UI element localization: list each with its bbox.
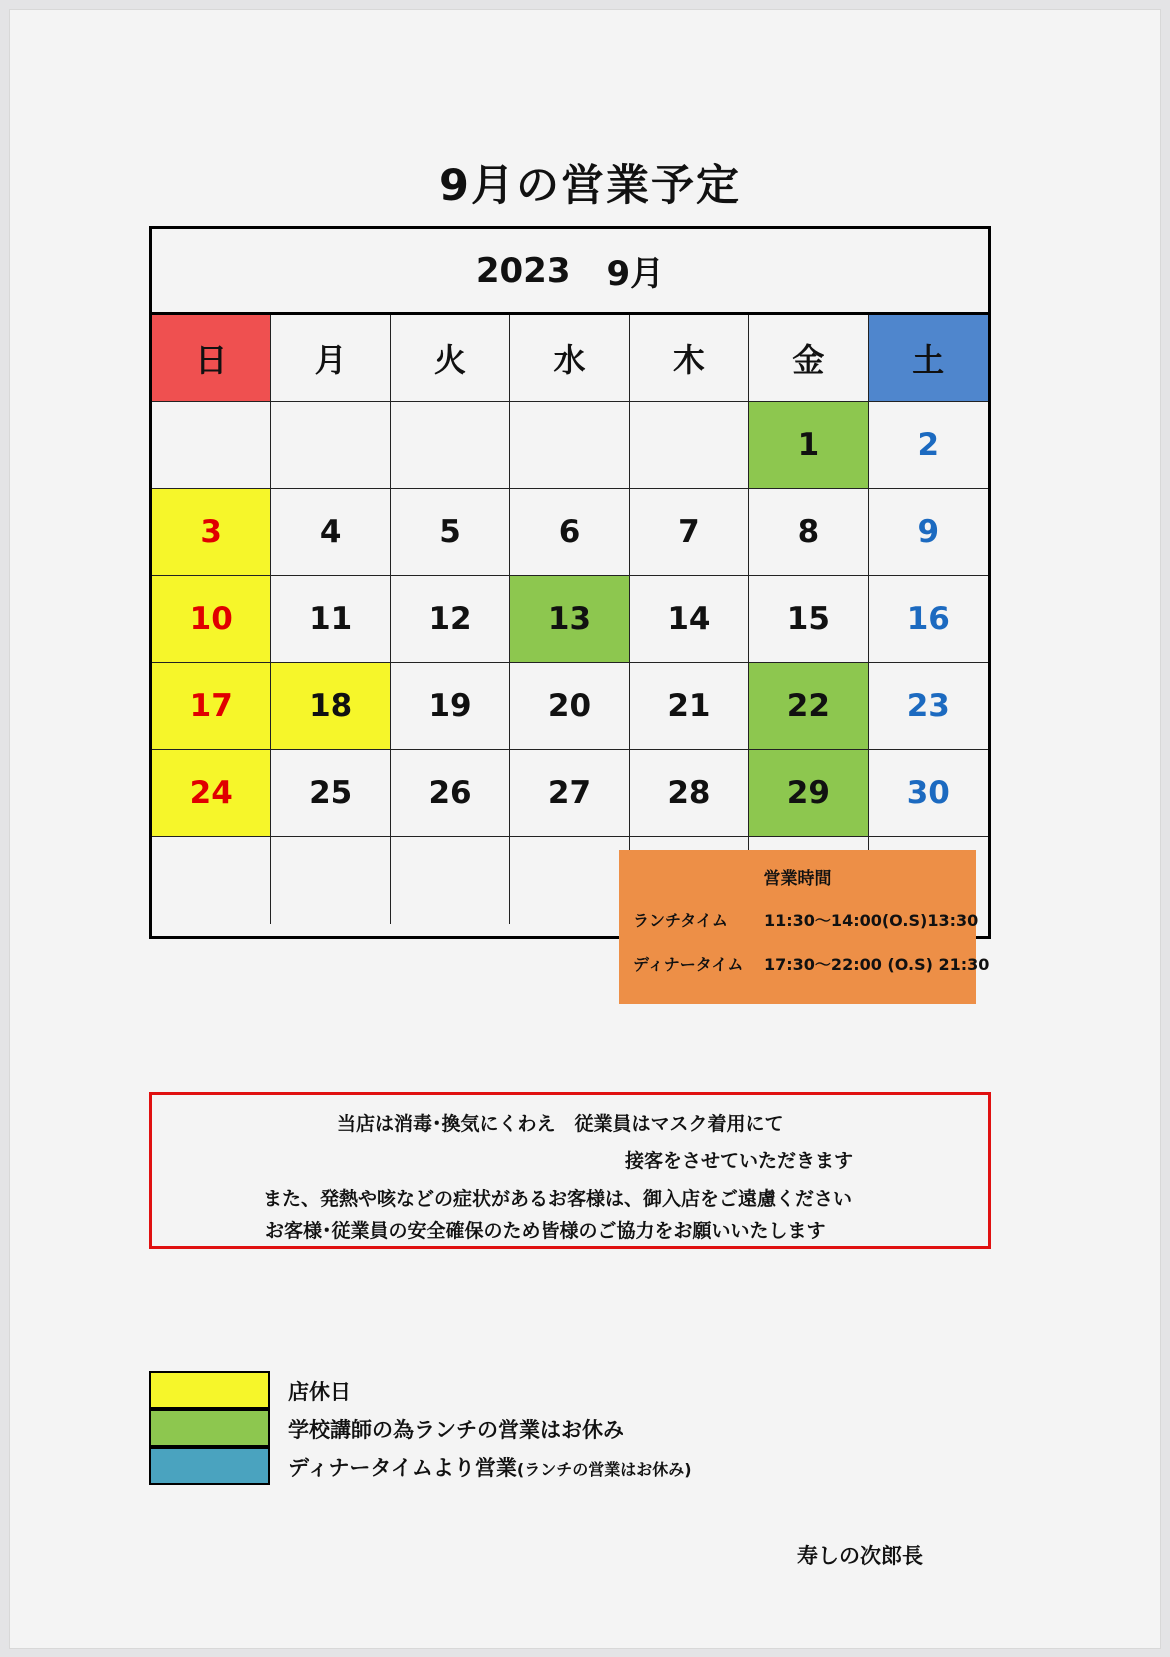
calendar-year: 2023 [475,250,571,291]
calendar [149,226,991,939]
weekday-header: 木 [630,315,749,402]
calendar-day: 11 [271,576,390,663]
calendar-day: 12 [391,576,510,663]
calendar-day: 2 [869,402,988,489]
weekday-header: 火 [391,315,510,402]
calendar-day: 10 [152,576,271,663]
dinner-hours: 17:30～22:00 (O.S) 21:30 [764,955,990,974]
calendar-day: 9 [869,489,988,576]
calendar-empty-cell [630,402,749,489]
page-title: 9月の営業予定 [439,161,741,211]
lunch-hours: 11:30～14:00(O.S)13:30 [764,911,979,930]
calendar-day: 18 [271,663,390,750]
legend-label-nolunch: 学校講師の為ランチの営業はお休み [288,1418,624,1442]
calendar-day: 5 [391,489,510,576]
weekday-header: 金 [749,315,868,402]
calendar-day: 4 [271,489,390,576]
calendar-day: 15 [749,576,868,663]
calendar-day: 14 [630,576,749,663]
calendar-empty-cell [152,402,271,489]
notice-line-4: お客様･従業員の安全確保のため皆様のご協力をお願いいたします [265,1220,826,1242]
legend-label-closed: 店休日 [288,1380,351,1404]
notice-line-3: また、発熱や咳などの症状があるお客様は、御入店をご遠慮ください [263,1188,853,1210]
notice-box [149,1092,991,1249]
legend-swatch-nolunch [149,1409,270,1447]
weekday-header: 月 [271,315,390,402]
calendar-day: 26 [391,750,510,837]
weekday-header: 日 [152,315,271,402]
calendar-empty-cell [510,837,629,924]
calendar-day: 19 [391,663,510,750]
business-hours-title: 営業時間 [763,869,832,889]
calendar-day: 16 [869,576,988,663]
weekday-header: 水 [510,315,629,402]
calendar-day: 8 [749,489,868,576]
calendar-day: 22 [749,663,868,750]
calendar-day: 25 [271,750,390,837]
calendar-day: 27 [510,750,629,837]
calendar-day: 21 [630,663,749,750]
calendar-day: 24 [152,750,271,837]
calendar-day: 28 [630,750,749,837]
calendar-day: 13 [510,576,629,663]
lunch-hours-row [633,908,979,931]
legend-dinner-only-text: ディナータイムより営業 [288,1456,517,1480]
calendar-grid [152,315,988,924]
calendar-day: 17 [152,663,271,750]
calendar-empty-cell [391,837,510,924]
calendar-day: 6 [510,489,629,576]
calendar-day: 3 [152,489,271,576]
calendar-empty-cell [271,402,390,489]
calendar-day: 7 [630,489,749,576]
schedule-page [9,9,1161,1649]
notice-line-1: 当店は消毒･換気にくわえ 従業員はマスク着用にて [337,1113,784,1135]
business-hours-box [619,850,990,1004]
calendar-header [152,229,988,315]
calendar-day: 1 [749,402,868,489]
calendar-empty-cell [271,837,390,924]
lunch-label: ランチタイム [633,911,728,930]
calendar-empty-cell [391,402,510,489]
weekday-header: 土 [869,315,988,402]
legend-dinner-only-note: (ランチの営業はお休み) [516,1460,692,1479]
calendar-day: 20 [510,663,629,750]
shop-signature: 寿しの次郎長 [797,1544,923,1568]
dinner-hours-row [633,952,990,975]
dinner-label: ディナータイム [633,955,744,974]
legend-swatch-dinner-only [149,1447,270,1485]
calendar-day: 23 [869,663,988,750]
calendar-month: 9月 [606,254,665,294]
legend-label-dinner-only [288,1452,692,1482]
calendar-empty-cell [510,402,629,489]
legend-swatch-closed [149,1371,270,1409]
calendar-day: 30 [869,750,988,837]
calendar-day: 29 [749,750,868,837]
calendar-empty-cell [152,837,271,924]
notice-line-2: 接客をさせていただきます [625,1150,854,1172]
